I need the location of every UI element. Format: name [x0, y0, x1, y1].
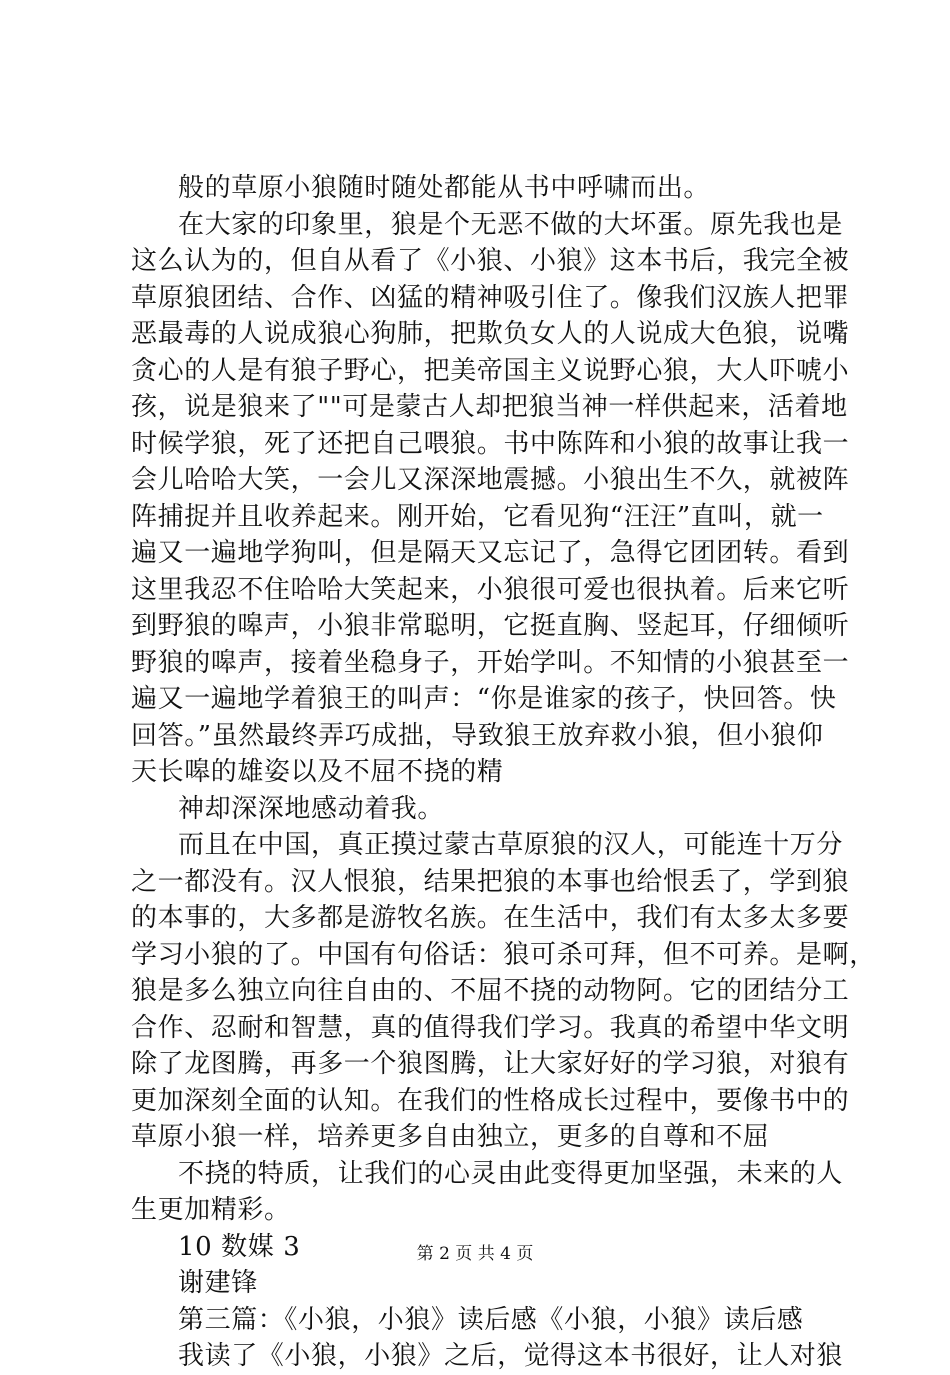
- text-line: 我读了《小狼，小狼》之后，觉得这本书很好，让人对狼: [178, 1341, 844, 1371]
- text-line: 野狼的嗥声，接着坐稳身子，开始学叫。不知情的小狼甚至一: [131, 647, 850, 678]
- text-line: 贪心的人是有狼子野心，把美帝国主义说野心狼，大人吓唬小: [131, 355, 850, 386]
- text-line: 回答。”虽然最终弄巧成拙，导致狼王放弃救小狼，但小狼仰: [131, 720, 824, 751]
- text-line: 遍又一遍地学狗叫，但是隔天又忘记了，急得它团团转。看到: [131, 538, 850, 568]
- text-line: 而且在中国，真正摸过蒙古草原狼的汉人，可能连十万分: [178, 830, 844, 860]
- text-line: 学习小狼的了。中国有句俗话：狼可杀可拜，但不可养。是啊，: [131, 939, 876, 970]
- text-line: 狼是多么独立向往自由的、不屈不挠的动物阿。它的团结分工: [131, 976, 850, 1006]
- text-line: 在大家的印象里，狼是个无恶不做的大坏蛋。原先我也是: [178, 209, 844, 240]
- text-line: 之一都没有。汉人恨狼，结果把狼的本事也给恨丢了，学到狼: [131, 866, 850, 897]
- page-number: 第 2 页 共 4 页: [416, 1244, 534, 1264]
- page-footer: [0, 1243, 950, 1265]
- text-line: 合作、忍耐和智慧，真的值得我们学习。我真的希望中华文明: [131, 1012, 850, 1043]
- author-name: 谢建锋: [178, 1268, 258, 1298]
- text-line: 的本事的，大多都是游牧名族。在生活中，我们有太多太多要: [131, 903, 850, 933]
- text-line: 生更加精彩。: [131, 1195, 291, 1225]
- text-line: 会儿哈哈大笑，一会儿又深深地震撼。小狼出生不久，就被阵: [131, 465, 850, 495]
- text-line: 时候学狼，死了还把自己喂狼。书中陈阵和小狼的故事让我一: [131, 428, 850, 459]
- document-body: [131, 170, 876, 1375]
- text-line: 般的草原小狼随时随处都能从书中呼啸而出。: [178, 173, 711, 203]
- text-line: 这么认为的，但自从看了《小狼、小狼》这本书后，我完全被: [131, 246, 850, 276]
- text-line: 草原小狼一样，培养更多自由独立，更多的自尊和不屈: [131, 1122, 770, 1152]
- text-line: 恶最毒的人说成狼心狗肺，把欺负女人的人说成大色狼，说嘴: [131, 319, 850, 349]
- text-line: 更加深刻全面的认知。在我们的性格成长过程中，要像书中的: [131, 1085, 850, 1116]
- text-line: 不挠的特质，让我们的心灵由此变得更加坚强，未来的人: [178, 1158, 844, 1189]
- class-label: 10 数媒 3: [178, 1231, 301, 1262]
- text-line: 神却深深地感动着我。: [178, 793, 445, 824]
- text-line: 遍又一遍地学着狼王的叫声：“你是谁家的孩子，快回答。快: [131, 684, 837, 714]
- text-line: 天长嗥的雄姿以及不屈不挠的精: [131, 757, 504, 787]
- text-line: 到野狼的嗥声，小狼非常聪明，它挺直胸、竖起耳，仔细倾听: [131, 611, 850, 641]
- text-line: 这里我忍不住哈哈大笑起来，小狼很可爱也很执着。后来它听: [131, 574, 850, 605]
- text-line: 孩，说是狼来了""可是蒙古人却把狼当神一样供起来，活着地: [131, 392, 848, 422]
- text-line: 除了龙图腾，再多一个狼图腾，让大家好好的学习狼，对狼有: [131, 1049, 850, 1079]
- text-line: 阵捕捉并且收养起来。刚开始，它看见狗“汪汪”直叫，就一: [131, 501, 824, 532]
- text-line: 草原狼团结、合作、凶猛的精神吸引住了。像我们汉族人把罪: [131, 282, 850, 313]
- section-heading: 第三篇：《小狼，小狼》读后感《小狼，小狼》读后感: [178, 1304, 804, 1335]
